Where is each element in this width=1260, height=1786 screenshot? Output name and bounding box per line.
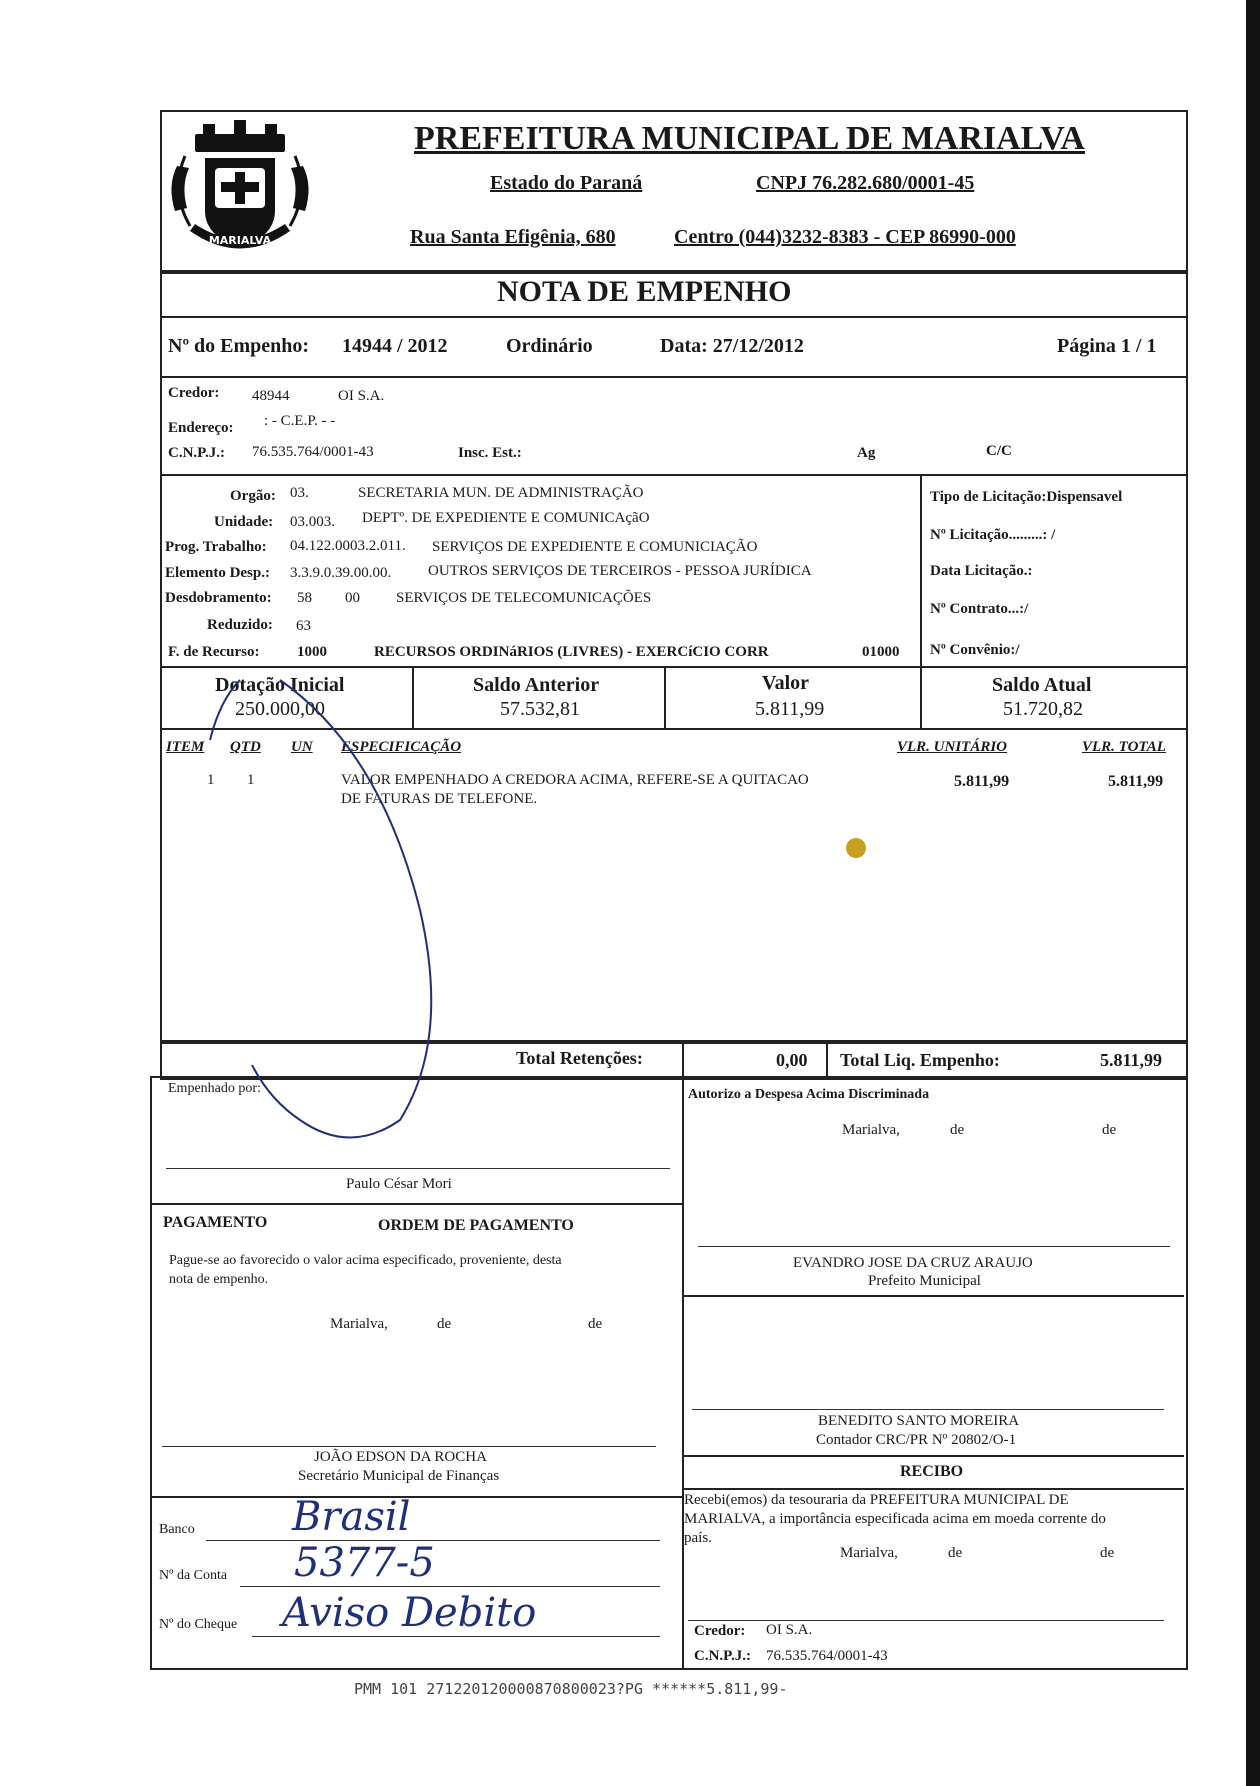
doc-title: NOTA DE EMPENHO	[497, 275, 792, 308]
cheque-line	[252, 1636, 660, 1637]
pagamento-signer-role: Secretário Municipal de Finanças	[298, 1468, 500, 1484]
autorizo-sign-line	[698, 1246, 1170, 1247]
dotacao-value: 250.000,00	[235, 698, 325, 720]
stamp-dot	[846, 838, 866, 858]
orgao-label: Orgão:	[230, 488, 276, 504]
items-header-especificacao: ESPECIFICAÇÃO	[341, 739, 462, 755]
licitacao-tipo: Tipo de Licitação:Dispensavel	[930, 489, 1123, 505]
row-desc-1: VALOR EMPENHADO A CREDORA ACIMA, REFERE-SE A QUITACAO	[341, 772, 809, 788]
balances-divider-3	[920, 666, 922, 728]
unidade-label: Unidade:	[214, 514, 274, 530]
cheque-label: Nº do Cheque	[159, 1617, 238, 1632]
conta-line	[240, 1586, 660, 1587]
conta-handwritten: 5377-5	[294, 1540, 435, 1586]
pagamento-de-1: de	[437, 1316, 452, 1332]
conta-label: Nº da Conta	[159, 1568, 228, 1583]
reduzido-label: Reduzido:	[207, 617, 273, 633]
empenho-type: Ordinário	[506, 335, 593, 357]
svg-text:MARIALVA: MARIALVA	[208, 234, 272, 247]
saldo-atual-label: Saldo Atual	[992, 674, 1092, 696]
unidade-name: DEPTº. DE EXPEDIENTE E COMUNICAçãO	[362, 510, 650, 526]
contador-bottom	[682, 1455, 1184, 1457]
row-unit-value: 5.811,99	[954, 773, 1010, 790]
pagamento-text-2: nota de empenho.	[169, 1272, 269, 1287]
licitacao-numero: Nº Licitação.........: /	[930, 527, 1056, 543]
recibo-credor-value: OI S.A.	[766, 1622, 813, 1638]
orgao-name: SECRETARIA MUN. DE ADMINISTRAÇÃO	[358, 485, 644, 501]
recibo-text-2: MARIALVA, a importância especificada acima em moeda corrente do	[684, 1511, 1106, 1527]
retencoes-label: Total Retenções:	[516, 1048, 643, 1068]
credor-label: Credor:	[168, 385, 220, 401]
autorizo-de-1: de	[950, 1122, 965, 1138]
desdob-code2: 00	[345, 590, 360, 606]
insc-est-label: Insc. Est.:	[458, 445, 522, 461]
valor-value: 5.811,99	[755, 698, 825, 720]
elemento-label: Elemento Desp.:	[165, 565, 270, 581]
row-total-value: 5.811,99	[1108, 773, 1164, 790]
empenho-number-label: Nº do Empenho:	[168, 335, 310, 357]
scan-edge	[1246, 0, 1260, 1786]
empenhado-sign-line	[166, 1168, 670, 1169]
empenhado-bottom	[150, 1203, 682, 1205]
contador-role: Contador CRC/PR Nº 20802/O-1	[816, 1432, 1017, 1448]
valor-label: Valor	[762, 672, 810, 694]
licitacao-convenio: Nº Convênio:/	[930, 642, 1020, 658]
endereco-value: : - C.E.P. - -	[264, 413, 336, 429]
banco-handwritten: Brasil	[292, 1494, 411, 1540]
elemento-name: OUTROS SERVIÇOS DE TERCEIROS - PESSOA JURÍDICA	[428, 563, 812, 579]
reduzido-value: 63	[296, 618, 311, 634]
items-header-qtd: QTD	[230, 739, 261, 755]
recibo-cnpj-value: 76.535.764/0001-43	[766, 1648, 888, 1664]
elemento-code: 3.3.9.0.39.00.00.	[290, 565, 392, 581]
cc-label: C/C	[986, 443, 1012, 459]
header-district-phone: Centro (044)3232-8383 - CEP 86990-000	[674, 226, 1016, 248]
contador-name: BENEDITO SANTO MOREIRA	[818, 1413, 1020, 1429]
lower-center-divider	[682, 1076, 684, 1668]
prog-label: Prog. Trabalho:	[165, 539, 267, 555]
empenho-page: Página 1 / 1	[1057, 335, 1157, 357]
header-state: Estado do Paraná	[490, 172, 643, 194]
pagamento-de-2: de	[588, 1316, 603, 1332]
footer-code: PMM 101 271220120000870800023?PG ******5.811,99-	[354, 1680, 788, 1698]
desdob-label: Desdobramento:	[165, 590, 272, 606]
licitacao-contrato: Nº Contrato...:/	[930, 601, 1029, 617]
items-header-item: ITEM	[166, 739, 205, 755]
pagamento-text-1: Pague-se ao favorecido o valor acima especificado, proveniente, desta	[169, 1253, 562, 1268]
header-address: Rua Santa Efigênia, 680	[410, 226, 616, 248]
unidade-code: 03.003.	[290, 514, 335, 530]
saldo-anterior-value: 57.532,81	[500, 698, 580, 720]
endereco-label: Endereço:	[168, 420, 234, 436]
crest-icon	[165, 116, 315, 266]
banco-label: Banco	[159, 1522, 195, 1537]
row-item: 1	[207, 772, 215, 788]
autorizo-label: Autorizo a Despesa Acima Discriminada	[688, 1087, 930, 1102]
recurso-name: RECURSOS ORDINáRIOS (LIVRES) - EXERCíCIO CORR	[374, 644, 769, 660]
header-cnpj: CNPJ 76.282.680/0001-45	[756, 172, 975, 194]
header-title: PREFEITURA MUNICIPAL DE MARIALVA	[414, 120, 1085, 157]
credor-code: 48944	[252, 388, 290, 404]
autorizo-de-2: de	[1102, 1122, 1117, 1138]
pagamento-title: ORDEM DE PAGAMENTO	[378, 1217, 574, 1234]
dotacao-label: Dotação Inicial	[215, 674, 345, 696]
contador-sign-line	[692, 1409, 1164, 1410]
autorizo-name: EVANDRO JOSE DA CRUZ ARAUJO	[793, 1255, 1033, 1271]
totals-divider-2	[826, 1040, 828, 1078]
balances-divider-2	[664, 666, 666, 728]
saldo-anterior-label: Saldo Anterior	[473, 674, 600, 696]
saldo-atual-value: 51.720,82	[1003, 698, 1083, 720]
credor-name: OI S.A.	[338, 388, 385, 404]
empenho-date: Data: 27/12/2012	[660, 335, 804, 357]
recibo-de-1: de	[948, 1545, 963, 1561]
totals-divider-1	[682, 1040, 684, 1078]
signature-stroke	[190, 660, 480, 1140]
empenhado-name: Paulo César Mori	[346, 1176, 452, 1192]
pagamento-place: Marialva,	[330, 1316, 388, 1332]
row-desc-2: DE FATURAS DE TELEFONE.	[341, 791, 538, 807]
autorizo-role: Prefeito Municipal	[868, 1273, 981, 1289]
pagamento-label: PAGAMENTO	[163, 1214, 268, 1231]
prog-name: SERVIÇOS DE EXPEDIENTE E COMUNICIAÇÃO	[432, 539, 758, 555]
recibo-de-2: de	[1100, 1545, 1115, 1561]
recurso-code2: 01000	[862, 644, 900, 660]
row-qtd: 1	[247, 772, 255, 788]
items-header-un: UN	[291, 739, 313, 755]
autorizo-bottom	[682, 1295, 1184, 1297]
desdob-code1: 58	[297, 590, 312, 606]
recibo-text-1: Recebi(emos) da tesouraria da PREFEITURA MUNICIPAL DE	[684, 1492, 1069, 1508]
pagamento-bottom	[150, 1496, 682, 1498]
cnpj-label: C.N.P.J.:	[168, 445, 225, 461]
pagamento-signer: JOÃO EDSON DA ROCHA	[314, 1449, 487, 1465]
prog-code: 04.122.0003.2.011.	[290, 538, 406, 554]
recibo-credor-label: Credor:	[694, 1623, 746, 1639]
recurso-code: 1000	[297, 644, 327, 660]
budget-divider	[920, 474, 922, 666]
ag-label: Ag	[857, 445, 876, 461]
orgao-code: 03.	[290, 485, 309, 501]
empenho-number: 14944 / 2012	[342, 335, 448, 357]
liquido-value: 5.811,99	[1100, 1050, 1163, 1070]
items-header-vlr-total: VLR. TOTAL	[1082, 739, 1166, 755]
empenhado-label: Empenhado por:	[168, 1081, 261, 1096]
pagamento-sign-line	[162, 1446, 656, 1447]
recibo-sign-line	[688, 1620, 1164, 1621]
recibo-text-3: país.	[684, 1530, 712, 1546]
recibo-title-line	[682, 1488, 1184, 1490]
items-header-vlr-unitario: VLR. UNITÁRIO	[897, 739, 1008, 755]
cnpj-value: 76.535.764/0001-43	[252, 444, 374, 460]
autorizo-place: Marialva,	[842, 1122, 900, 1138]
recibo-cnpj-label: C.N.P.J.:	[694, 1648, 751, 1664]
liquido-label: Total Liq. Empenho:	[840, 1050, 1000, 1070]
licitacao-data: Data Licitação.:	[930, 563, 1033, 579]
recurso-label: F. de Recurso:	[168, 644, 260, 660]
cheque-handwritten: Aviso Debito	[282, 1590, 537, 1636]
retencoes-value: 0,00	[776, 1050, 808, 1070]
recibo-place: Marialva,	[840, 1545, 898, 1561]
desdob-name: SERVIÇOS DE TELECOMUNICAÇÕES	[396, 590, 652, 606]
recibo-title: RECIBO	[900, 1463, 964, 1480]
